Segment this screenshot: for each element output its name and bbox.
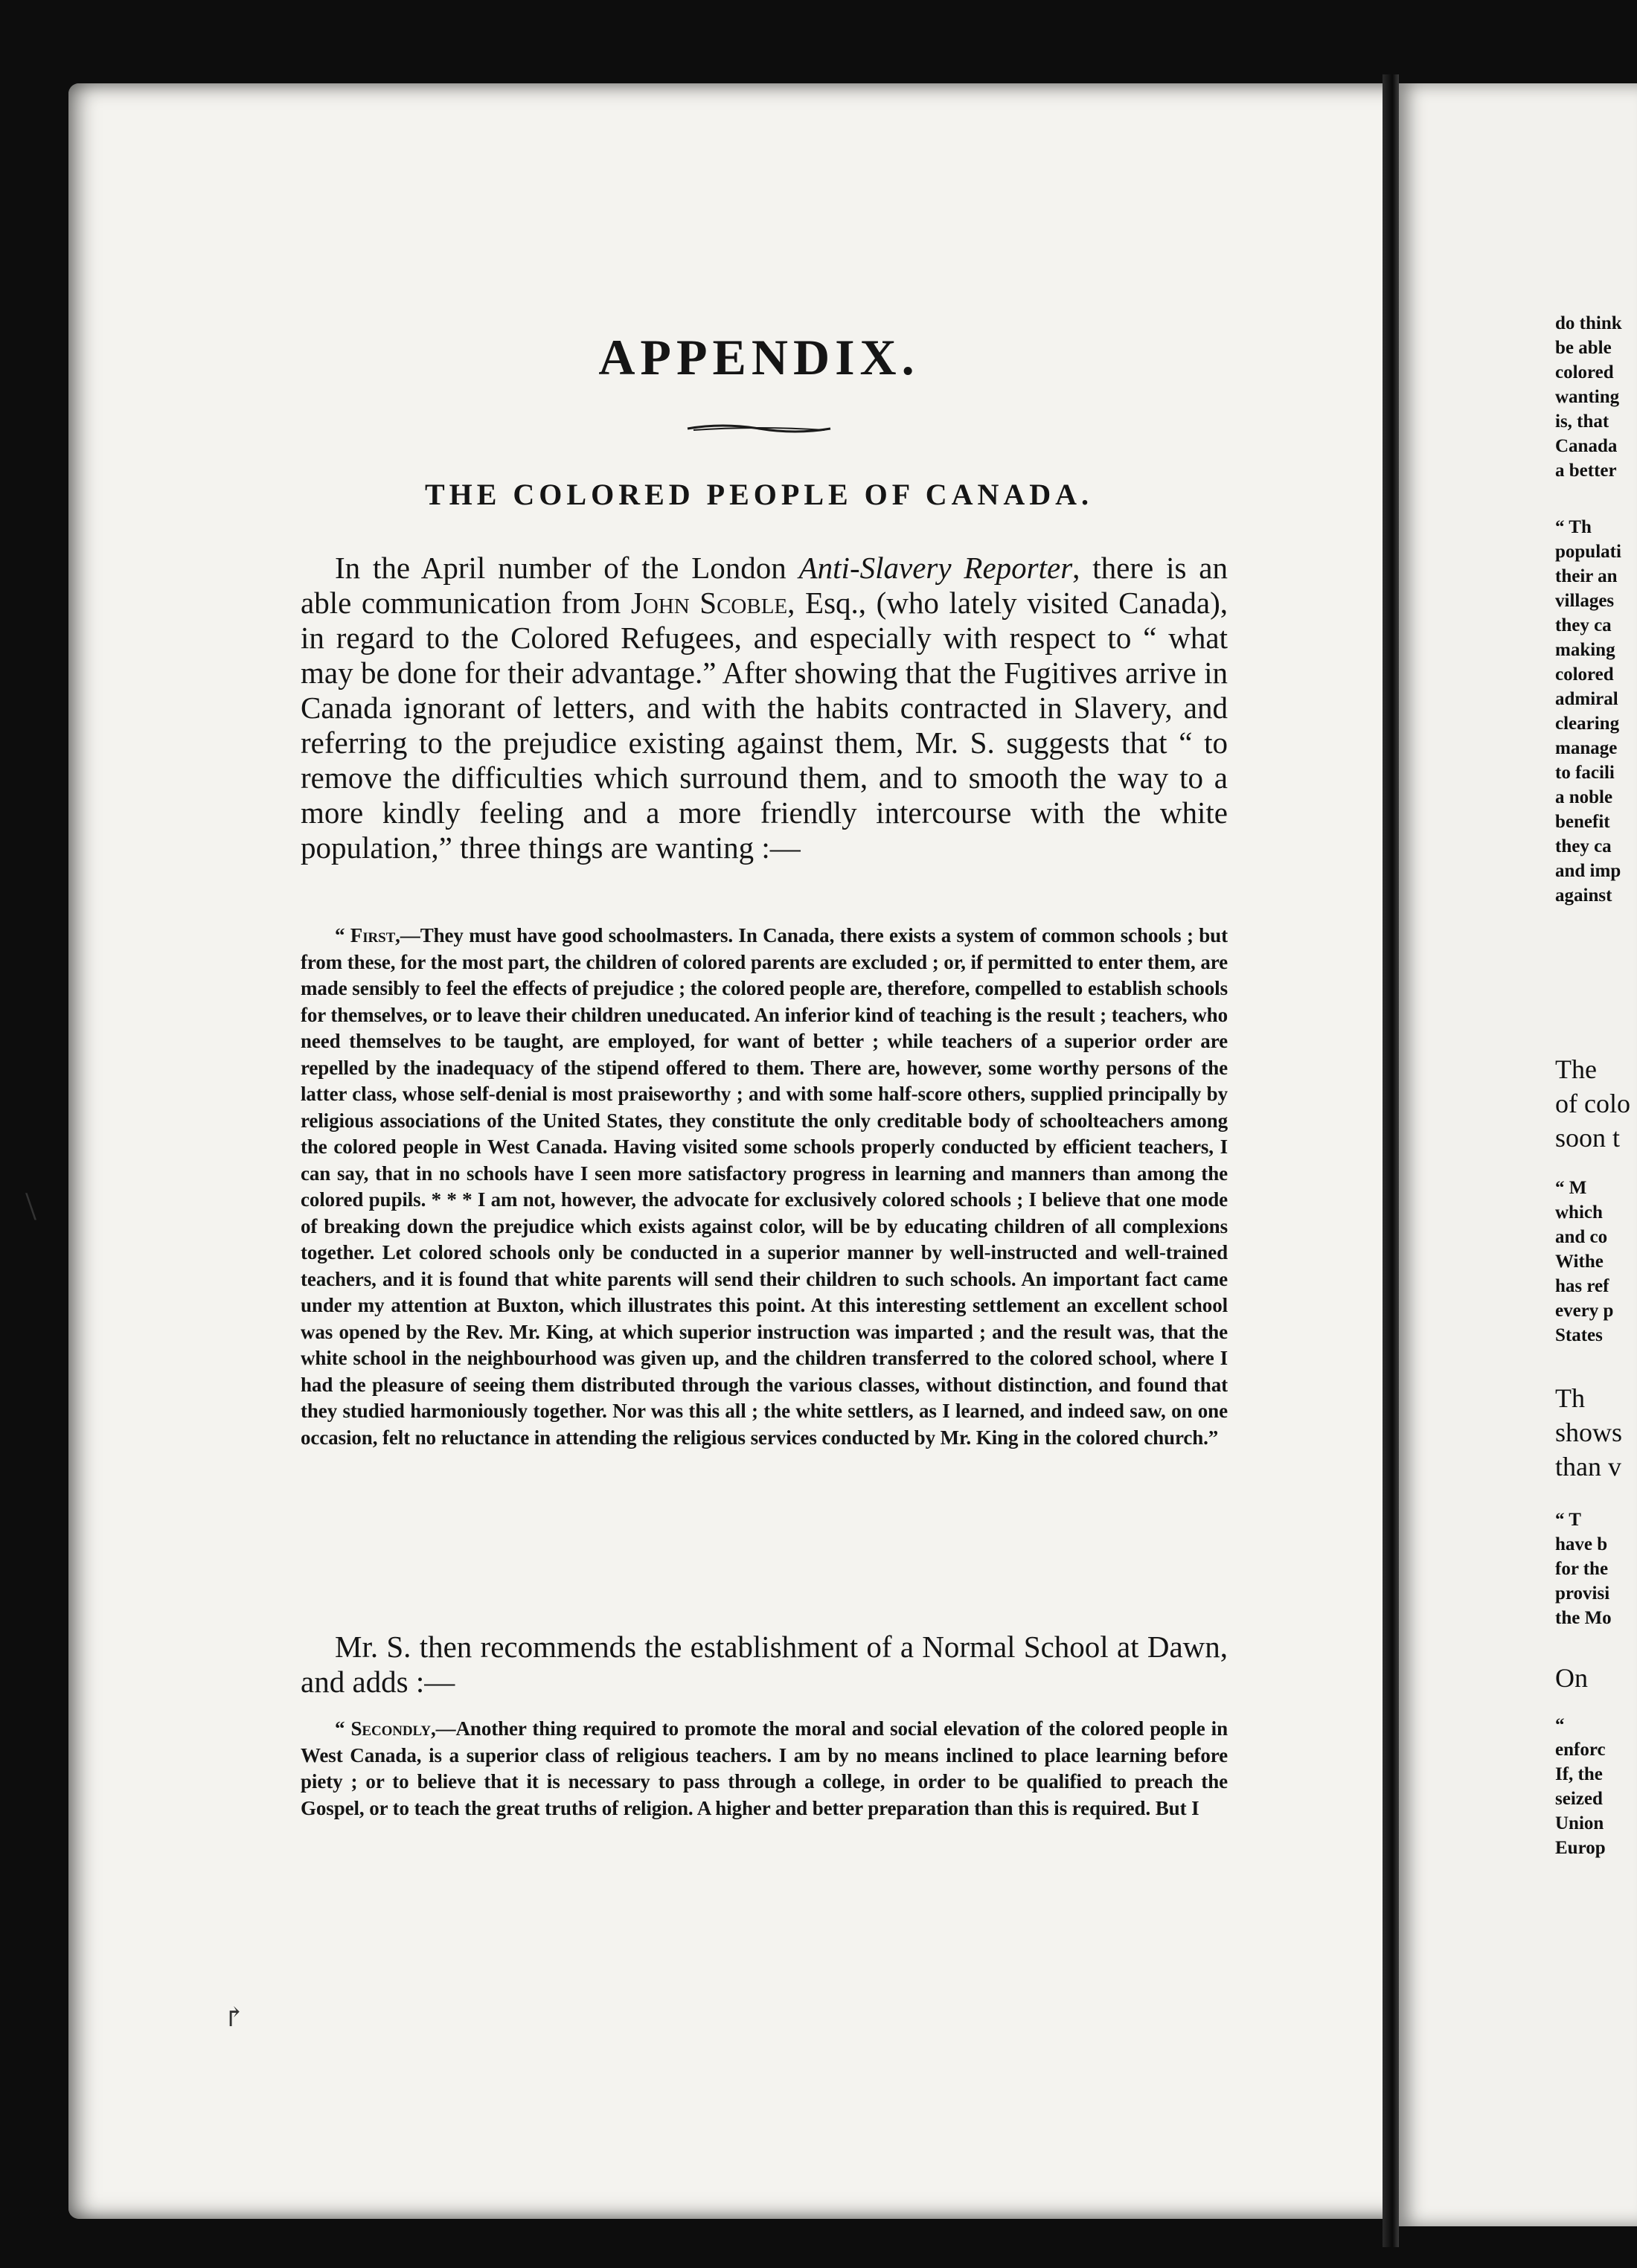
quote-second-open: “ — [335, 1717, 351, 1740]
right-line: “ M — [1555, 1178, 1587, 1198]
right-page-block-5 — [1555, 1381, 1622, 1484]
quote-first-lead: First — [350, 924, 396, 946]
right-line: manage — [1555, 738, 1618, 758]
book-gutter — [1383, 74, 1399, 2247]
right-line: every p — [1555, 1301, 1614, 1321]
right-line: admiral — [1555, 689, 1618, 709]
right-line: have b — [1555, 1534, 1608, 1554]
margin-mark: \ — [25, 1184, 37, 1228]
right-line: they ca — [1555, 836, 1612, 856]
right-line: provisi — [1555, 1583, 1610, 1604]
right-line: their an — [1555, 566, 1618, 586]
right-line: Canada — [1555, 436, 1618, 456]
author-name: John Scoble — [630, 586, 788, 620]
quote-second-body: ,—Another thing required to promote the moral and social elevation of the colored people in West Canada, is a superior class of religious teachers. I am by no means inclined to place learning before piety ; or to believe that it is necessary to pass through a college, in order to be qualified to preach the Gospel, or to teach the great truths of religion. A higher and better preparation than this is required. But I — [301, 1717, 1228, 1819]
intro-text-2: , there is an able communication from — [301, 551, 1228, 620]
right-line: seized — [1555, 1789, 1603, 1809]
right-line: has ref — [1555, 1276, 1609, 1296]
right-line: against — [1555, 885, 1612, 906]
right-line: which — [1555, 1202, 1603, 1223]
right-page-block-1 — [1555, 311, 1622, 483]
right-line: and imp — [1555, 861, 1621, 881]
right-line: The — [1555, 1054, 1597, 1084]
quote-first-body: ,—They must have good schoolmasters. In Canada, there exists a system of common schools ; but from these, for the most part, the children of colored parents are excluded ; or, if permitted to enter them, are made sensibly to feel the effects of prejudice ; the colored people are, therefore, compelled to establish schools for themselves, or to leave their children uneducated. An inferior kind of teaching is the result ; teachers, who need themselves to be taught, are employed, for want of better ; while teachers of a superior order are repelled by the inadequacy of the stipend offered to them. There are, however, some worthy persons of the latter class, whose self-denial is most praiseworthy ; and with some half-score others, supplied principally by religious associations of the United States, they constitute the only creditable body of schoolteachers among the colored people in West Canada. Having visited some schools properly conducted by efficient teachers, I can say, that in no schools have I seen more satisfactory progress in learning and manners than among the colored pupils. * * * I am not, however, the advocate for exclusively colored schools ; I believe that one mode of breaking down the prejudice which exists against color, will be by educating children of all complexions together. Let colored schools only be conducted in a superior manner by well-instructed and well-trained teachers, and it is found that white parents will send their children to such schools. An important fact came under my attention at Buxton, which illustrates this point. At this interesting settlement an excellent school was opened by the Rev. Mr. King, at which superior instruction was imparted ; and the result was, that the white school in the neighbourhood was given up, and the children transferred to the colored school, where I had the pleasure of seeing them distributed through the various classes, without distinction, and found that they studied harmoniously together. Nor was this all ; the white settlers, as I learned, and indeed saw, on one occasion, felt no reluctance in attending the religious services conducted by Mr. King in the colored church.” — [301, 924, 1228, 1449]
intro-paragraph — [301, 551, 1228, 865]
right-line: do think — [1555, 313, 1622, 333]
right-line: Th — [1555, 1383, 1585, 1413]
right-line: populati — [1555, 542, 1621, 562]
margin-mark: ↱ — [223, 2002, 246, 2032]
right-page-block-8 — [1555, 1713, 1606, 1860]
right-line: “ T — [1555, 1510, 1581, 1530]
title-rule-ornament — [686, 421, 832, 436]
right-line: “ — [1555, 1715, 1565, 1735]
right-line: soon t — [1555, 1123, 1621, 1153]
right-line: enforc — [1555, 1740, 1606, 1760]
page-title: APPENDIX. — [598, 329, 920, 385]
quote-first — [301, 923, 1228, 1451]
right-page-block-4 — [1555, 1176, 1613, 1348]
right-line: be able — [1555, 338, 1612, 358]
right-line: wanting — [1555, 387, 1620, 407]
section-heading: THE COLORED PEOPLE OF CANADA. — [424, 478, 1094, 511]
right-line: is, that — [1555, 411, 1609, 432]
right-line: colored — [1555, 664, 1614, 685]
right-line: clearing — [1555, 714, 1620, 734]
right-line: of colo — [1555, 1089, 1630, 1118]
publication-name: Anti-Slavery Reporter — [798, 551, 1073, 585]
right-line: benefit — [1555, 812, 1610, 832]
right-page-block-3 — [1555, 1052, 1630, 1155]
right-line: villages — [1555, 591, 1615, 611]
right-line: On — [1555, 1663, 1588, 1693]
right-line: a better — [1555, 461, 1617, 481]
right-page-block-7 — [1555, 1661, 1588, 1695]
right-line: and co — [1555, 1227, 1608, 1247]
right-line: a noble — [1555, 787, 1613, 807]
right-line: States — [1555, 1325, 1603, 1345]
intro-text-3: , Esq., (who lately visited Canada), in regard to the Colored Refugees, and especially with respect to “ what may be done for their advantage.” After showing that the Fugitives arrive in Canada ignorant of letters, and with the habits contracted in Slavery, and referring to the prejudice existing against them, Mr. S. suggests that “ to remove the difficulties which surround them, and to smooth the way to a more kindly feeling and a more friendly intercourse with the white population,” three things are wanting :— — [301, 586, 1228, 865]
right-line: Europ — [1555, 1838, 1606, 1858]
right-line: Withe — [1555, 1252, 1604, 1272]
right-line: they ca — [1555, 615, 1612, 635]
right-page-block-2 — [1555, 515, 1621, 908]
right-line: If, the — [1555, 1764, 1603, 1784]
normal-school-paragraph — [301, 1630, 1228, 1700]
right-line: colored — [1555, 362, 1614, 382]
right-line: the Mo — [1555, 1608, 1612, 1628]
right-line: making — [1555, 640, 1615, 660]
right-line: to facili — [1555, 763, 1615, 783]
quote-second-lead: Secondly — [350, 1717, 431, 1740]
right-line: “ Th — [1555, 517, 1592, 537]
intro-text-1: In the April number of the London — [335, 551, 799, 585]
normal-school-text: Mr. S. then recommends the establishment of a Normal School at Dawn, and adds :— — [301, 1630, 1228, 1699]
right-line: Union — [1555, 1813, 1604, 1833]
quote-first-open: “ — [335, 924, 350, 946]
quote-second — [301, 1716, 1228, 1822]
right-page-block-6 — [1555, 1508, 1612, 1630]
right-line: shows — [1555, 1418, 1623, 1447]
right-line: for the — [1555, 1559, 1609, 1579]
right-line: than v — [1555, 1452, 1621, 1481]
